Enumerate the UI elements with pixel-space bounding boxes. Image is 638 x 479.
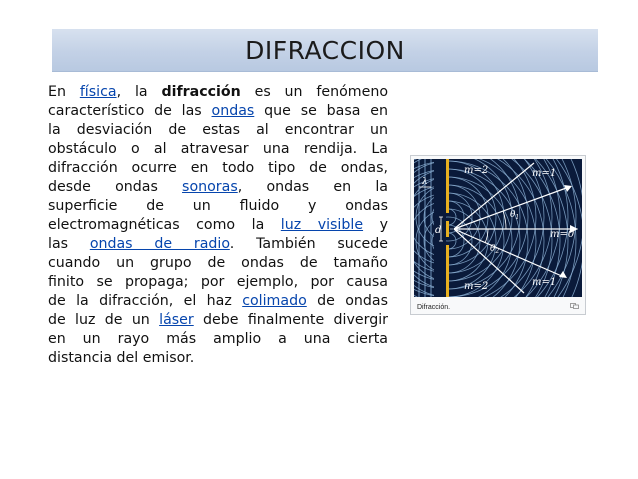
link-luz-visible[interactable]: luz visible bbox=[280, 217, 364, 233]
label-theta2: $\theta_2$ bbox=[490, 244, 500, 255]
label-m2-top: m=2 bbox=[464, 165, 489, 176]
text-line: las ondas de radio. También sucede bbox=[48, 236, 388, 252]
label-lambda: λ bbox=[422, 177, 428, 187]
diffraction-figure[interactable] bbox=[410, 155, 586, 315]
link-sonoras[interactable]: sonoras bbox=[182, 179, 238, 195]
label-d: d bbox=[435, 225, 442, 236]
term-difraccion: difracción bbox=[161, 84, 241, 100]
text-line: de la difracción, el haz colimado de ondas bbox=[48, 293, 388, 309]
text-line: En física, la difracción es un fenómeno bbox=[48, 84, 389, 100]
enlarge-icon[interactable] bbox=[570, 303, 579, 309]
label-m0: m=0 bbox=[550, 229, 575, 240]
title-bar bbox=[52, 29, 598, 72]
text-line: difracción ocurre en todo tipo de ondas, bbox=[48, 160, 388, 176]
link-ondas-de-radio[interactable]: ondas de radio bbox=[89, 236, 230, 252]
label-theta1: $\theta_1$ bbox=[510, 210, 520, 221]
slit-barrier bbox=[446, 159, 449, 297]
text-line: finito se propaga; por ejemplo, por causa bbox=[48, 274, 388, 290]
label-m2-bottom: m=2 bbox=[464, 281, 489, 292]
text-line: obstáculo o al atravesar una rendija. La bbox=[48, 141, 388, 157]
link-laser[interactable]: láser bbox=[159, 312, 194, 328]
text-line: la desviación de estas al encontrar un bbox=[48, 122, 388, 138]
text-line: característico de las ondas que se basa en bbox=[48, 103, 388, 119]
figure-caption: Difracción. bbox=[417, 304, 451, 311]
slide-title: DIFRACCION bbox=[245, 35, 405, 65]
label-m1-bottom: m=1 bbox=[532, 277, 557, 288]
text-line: en un rayo más amplio a una cierta bbox=[48, 331, 388, 347]
text-line: superficie de un fluido y ondas bbox=[48, 198, 388, 214]
text-line: distancia del emisor. bbox=[48, 350, 195, 366]
text-line: de luz de un láser debe finalmente divergir bbox=[48, 312, 388, 328]
text-line: cuando un grupo de ondas de tamaño bbox=[48, 255, 388, 271]
label-m1-top: m=1 bbox=[532, 168, 557, 179]
text-line: desde ondas sonoras, ondas en la bbox=[48, 179, 388, 195]
link-ondas[interactable]: ondas bbox=[211, 103, 255, 119]
body-paragraph bbox=[48, 83, 388, 368]
link-fisica[interactable]: física bbox=[79, 84, 117, 100]
link-colimado[interactable]: colimado bbox=[242, 293, 307, 309]
text-line: electromagnéticas como la luz visible y bbox=[48, 217, 388, 233]
diffraction-diagram bbox=[414, 159, 582, 297]
